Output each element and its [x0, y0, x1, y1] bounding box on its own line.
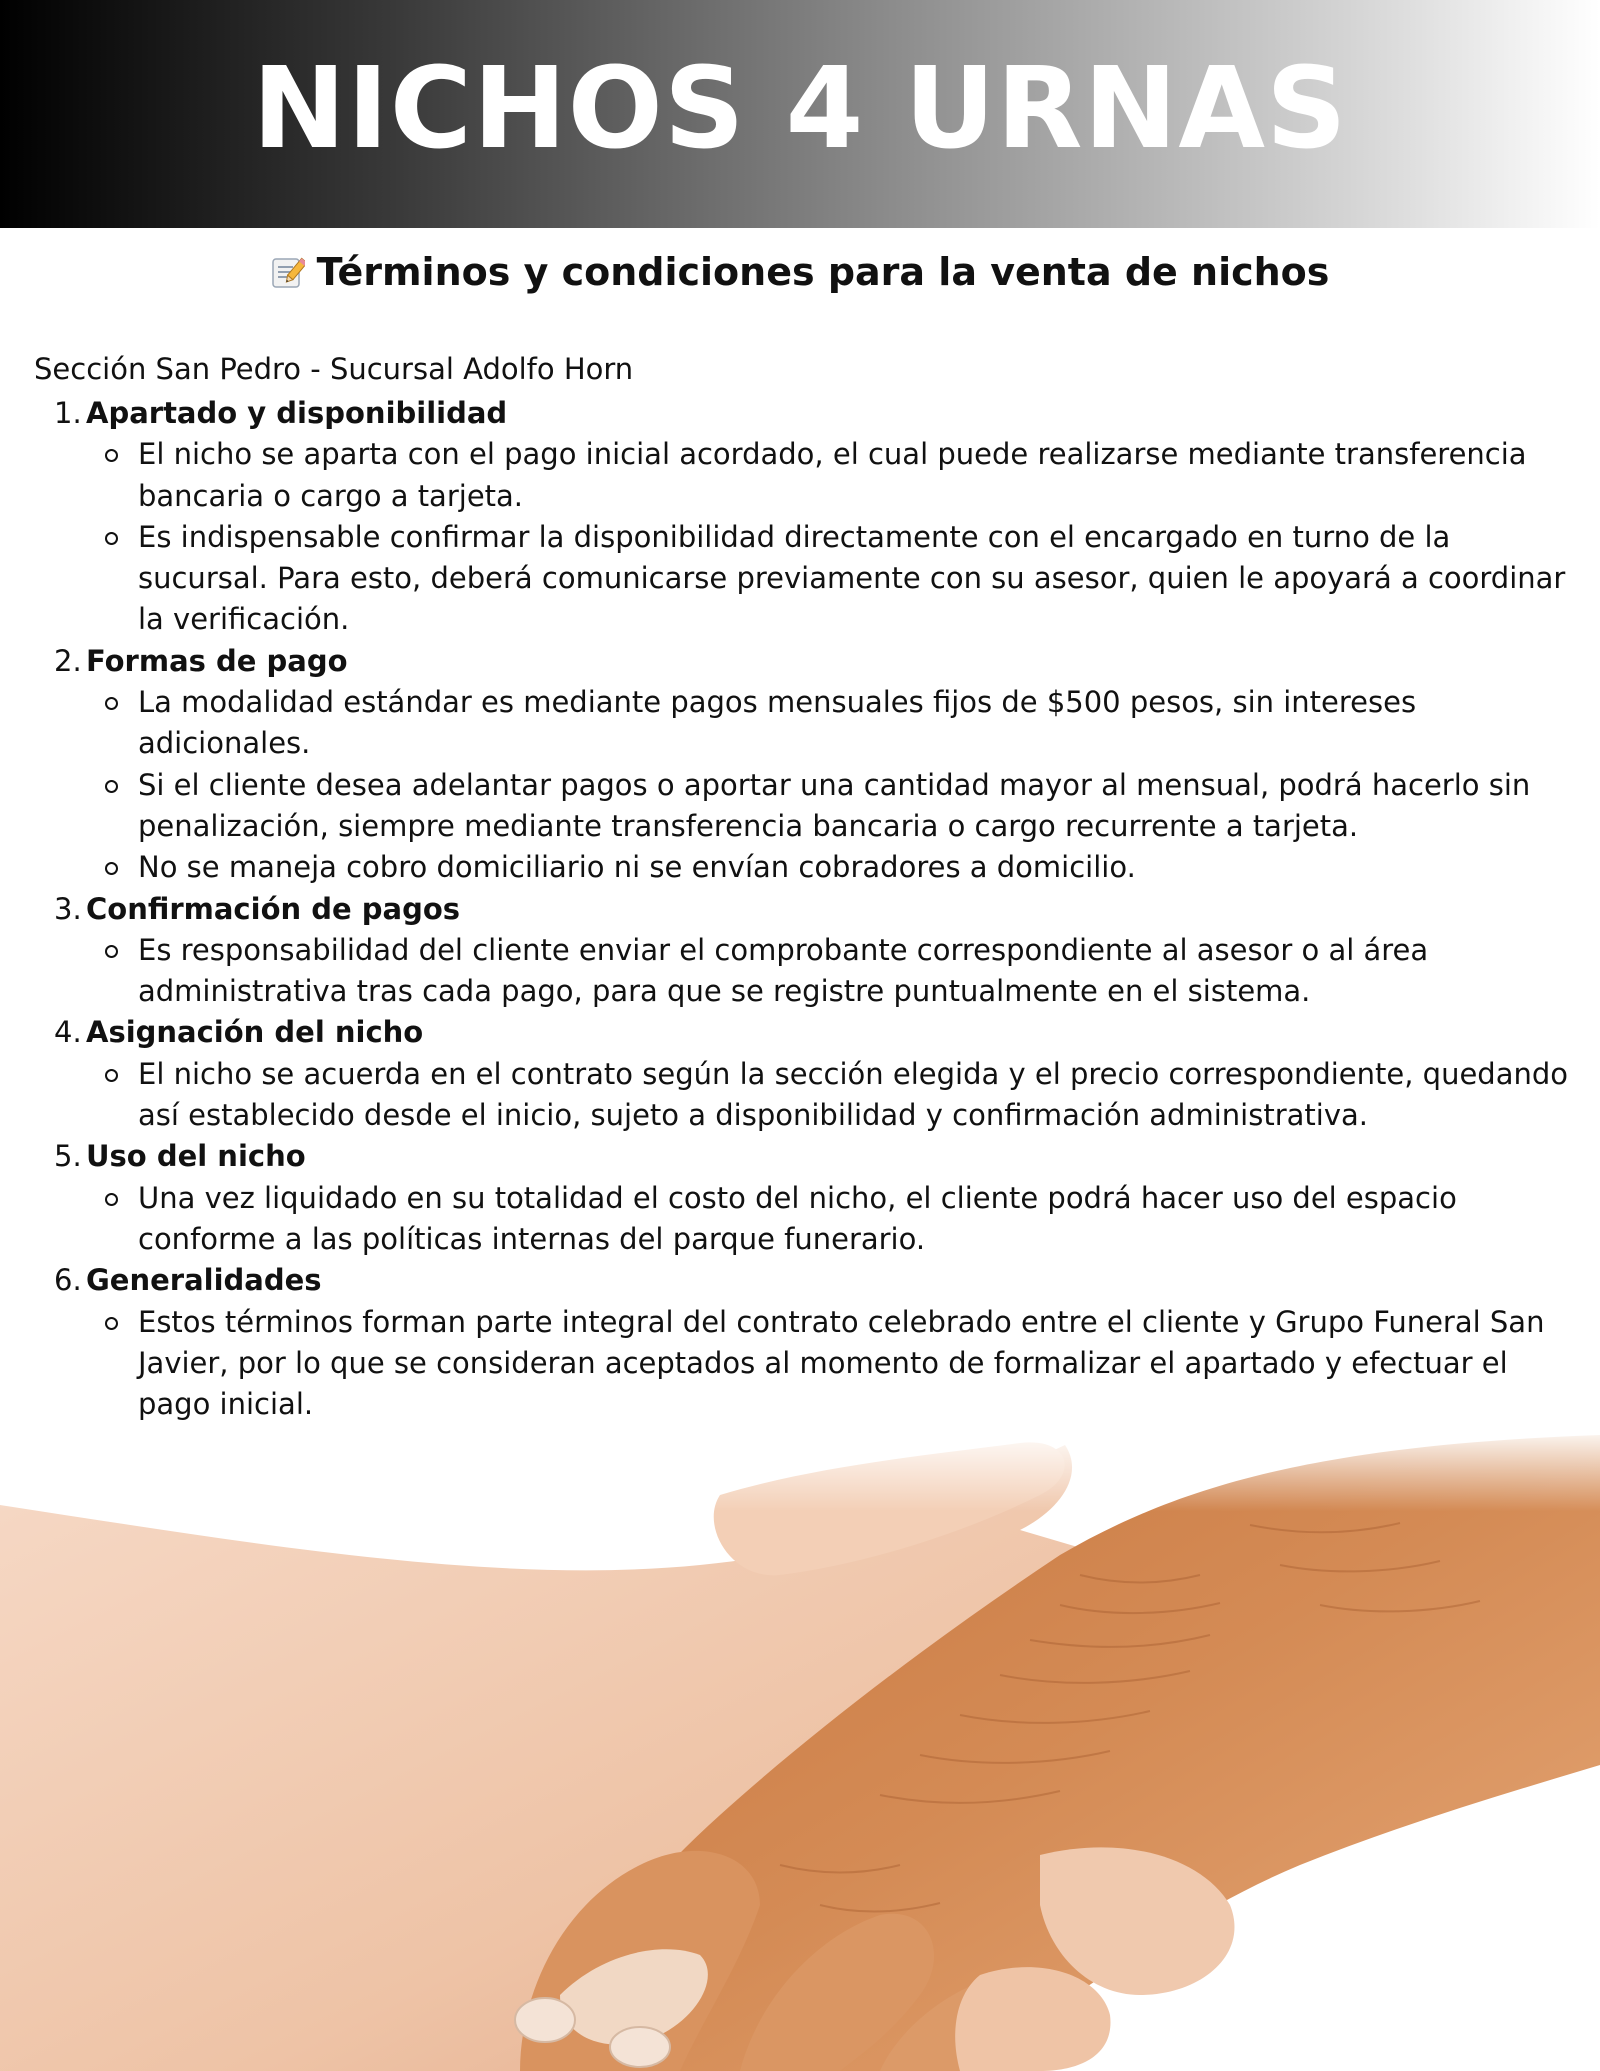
document-title [0, 250, 1600, 294]
term-point-text: Es responsabilidad del cliente enviar el comprobante correspondiente al asesor o al área administrativa tras cada pago, para que se registre puntualmente en el sistema. [138, 932, 1429, 1009]
term-item [34, 1136, 1574, 1260]
term-point [138, 517, 1574, 641]
term-points [86, 434, 1574, 640]
term-point-text: Una vez liquidado en su totalidad el costo del nicho, el cliente podrá hacer uso del espacio conforme a las políticas internas del parque funerario. [138, 1180, 1457, 1256]
term-item [34, 889, 1574, 1013]
term-point [138, 930, 1574, 1013]
term-point [138, 847, 1574, 888]
term-points [86, 930, 1574, 1013]
term-title: Asignación del nicho [86, 1015, 424, 1050]
term-point-text: Es indispensable confirmar la disponibilidad directamente con el encargado en turno de la sucursal. Para esto, deberá comunicarse previamente con su asesor, quien le apoyará a coordinar la verificación. [138, 519, 1566, 637]
circle-bullet-icon [105, 780, 118, 793]
circle-bullet-icon [105, 532, 118, 545]
term-number: 4. [54, 1015, 82, 1050]
term-point [138, 765, 1574, 848]
term-title: Formas de pago [86, 643, 348, 678]
circle-bullet-icon [105, 1069, 118, 1082]
term-point [138, 1054, 1574, 1137]
term-point-text: El nicho se acuerda en el contrato según la sección elegida y el precio correspondiente, quedando así establecido desde el inicio, sujeto a disponibilidad y confirmación administrativa. [138, 1056, 1569, 1133]
term-item [34, 393, 1574, 641]
term-point [138, 1302, 1574, 1426]
term-points [86, 1054, 1574, 1137]
term-item [34, 1260, 1574, 1425]
circle-bullet-icon [105, 945, 118, 958]
term-title: Generalidades [86, 1263, 322, 1298]
term-points [86, 682, 1574, 888]
term-number: 2. [54, 643, 82, 678]
term-point-text: La modalidad estándar es mediante pagos mensuales fijos de $500 pesos, sin intereses adicionales. [138, 685, 1417, 761]
section-branch-label: Sección San Pedro - Sucursal Adolfo Horn [34, 352, 634, 386]
terms-list [34, 393, 1574, 1425]
term-item [34, 641, 1574, 889]
circle-bullet-icon [105, 1193, 118, 1206]
term-title: Uso del nicho [86, 1139, 306, 1174]
banner-title: NICHOS 4 URNAS [252, 44, 1348, 174]
term-point-text: Si el cliente desea adelantar pagos o aportar una cantidad mayor al mensual, podrá hacerlo sin penalización, siempre mediante transferencia bancaria o cargo recurrente a tarjeta. [138, 767, 1531, 843]
memo-icon [271, 255, 305, 289]
circle-bullet-icon [105, 862, 118, 875]
term-points [86, 1302, 1574, 1426]
circle-bullet-icon [105, 1317, 118, 1330]
term-title: Confirmación de pagos [86, 891, 461, 926]
term-number: 5. [54, 1139, 82, 1174]
term-points [86, 1178, 1574, 1261]
term-point-text: El nicho se aparta con el pago inicial acordado, el cual puede realizarse mediante transferencia bancaria o cargo a tarjeta. [138, 437, 1527, 513]
term-number: 1. [54, 396, 82, 430]
term-point-text: Estos términos forman parte integral del contrato celebrado entre el cliente y Grupo Funeral San Javier, por lo que se consideran aceptados al momento de formalizar el apartado y efectuar el pago inicial. [138, 1304, 1545, 1422]
circle-bullet-icon [105, 449, 118, 462]
circle-bullet-icon [105, 697, 118, 710]
term-point [138, 1178, 1574, 1261]
term-point-text: No se maneja cobro domiciliario ni se envían cobradores a domicilio. [138, 850, 1136, 885]
term-number: 3. [54, 891, 82, 926]
term-number: 6. [54, 1263, 82, 1298]
document-title-text: Términos y condiciones para la venta de nichos [316, 250, 1330, 294]
term-point [138, 682, 1574, 765]
term-item [34, 1012, 1574, 1136]
holding-hands-photo [0, 1435, 1600, 2071]
term-title: Apartado y disponibilidad [86, 396, 508, 430]
term-point [138, 434, 1574, 517]
header-banner [0, 0, 1600, 228]
